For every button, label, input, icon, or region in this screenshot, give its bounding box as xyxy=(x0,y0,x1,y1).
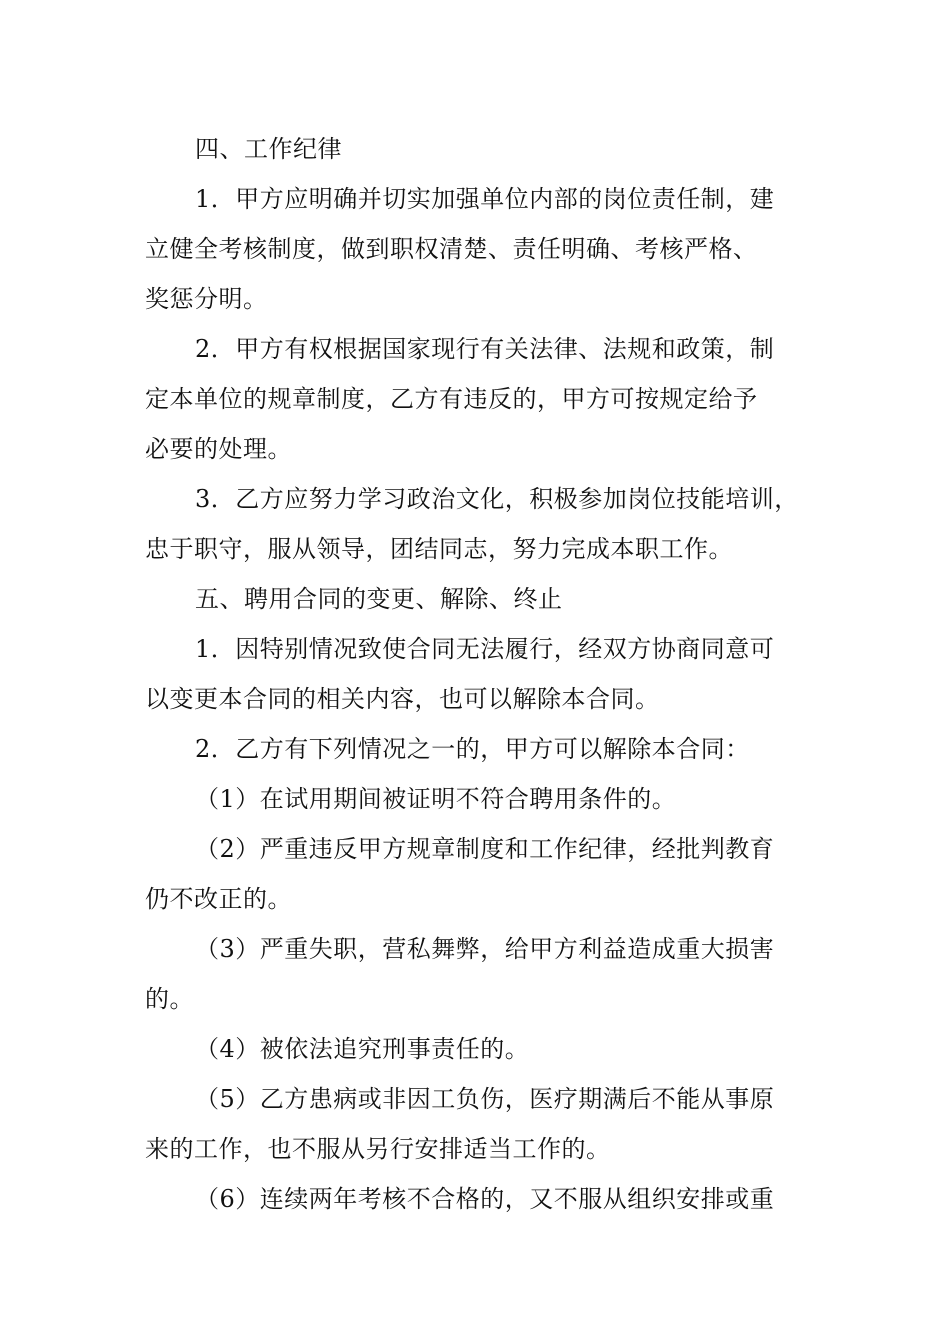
list-item-continuation: 来的工作，也不服从另行安排适当工作的。 xyxy=(145,1135,611,1163)
list-item-continuation: 仍不改正的。 xyxy=(145,885,292,913)
paragraph-line: 必要的处理。 xyxy=(145,435,292,463)
paragraph-line: 2．乙方有下列情况之一的，甲方可以解除本合同： xyxy=(195,735,750,763)
paragraph-line: 立健全考核制度，做到职权清楚、责任明确、考核严格、 xyxy=(145,235,758,263)
paragraph-line: 忠于职守，服从领导，团结同志，努力完成本职工作。 xyxy=(145,535,733,563)
paragraph-line: 1．甲方应明确并切实加强单位内部的岗位责任制，建 xyxy=(195,185,775,213)
paragraph-line: 3．乙方应努力学习政治文化，积极参加岗位技能培训， xyxy=(195,485,799,513)
list-item: （3）严重失职，营私舞弊，给甲方利益造成重大损害 xyxy=(195,935,775,963)
section-heading-contract-changes: 五、聘用合同的变更、解除、终止 xyxy=(195,585,563,613)
paragraph-line: 1．因特别情况致使合同无法履行，经双方协商同意可 xyxy=(195,635,775,663)
list-item: （4）被依法追究刑事责任的。 xyxy=(195,1035,530,1063)
list-item: （5）乙方患病或非因工负伤，医疗期满后不能从事原 xyxy=(195,1085,775,1113)
list-item: （6）连续两年考核不合格的，又不服从组织安排或重 xyxy=(195,1185,775,1213)
list-item: （1）在试用期间被证明不符合聘用条件的。 xyxy=(195,785,677,813)
paragraph-line: 定本单位的规章制度，乙方有违反的，甲方可按规定给予 xyxy=(145,385,758,413)
paragraph-line: 2．甲方有权根据国家现行有关法律、法规和政策，制 xyxy=(195,335,775,363)
list-item: （2）严重违反甲方规章制度和工作纪律，经批判教育 xyxy=(195,835,775,863)
paragraph-line: 奖惩分明。 xyxy=(145,285,268,313)
section-heading-work-discipline: 四、工作纪律 xyxy=(195,135,342,163)
list-item-continuation: 的。 xyxy=(145,985,194,1013)
paragraph-line: 以变更本合同的相关内容，也可以解除本合同。 xyxy=(145,685,660,713)
